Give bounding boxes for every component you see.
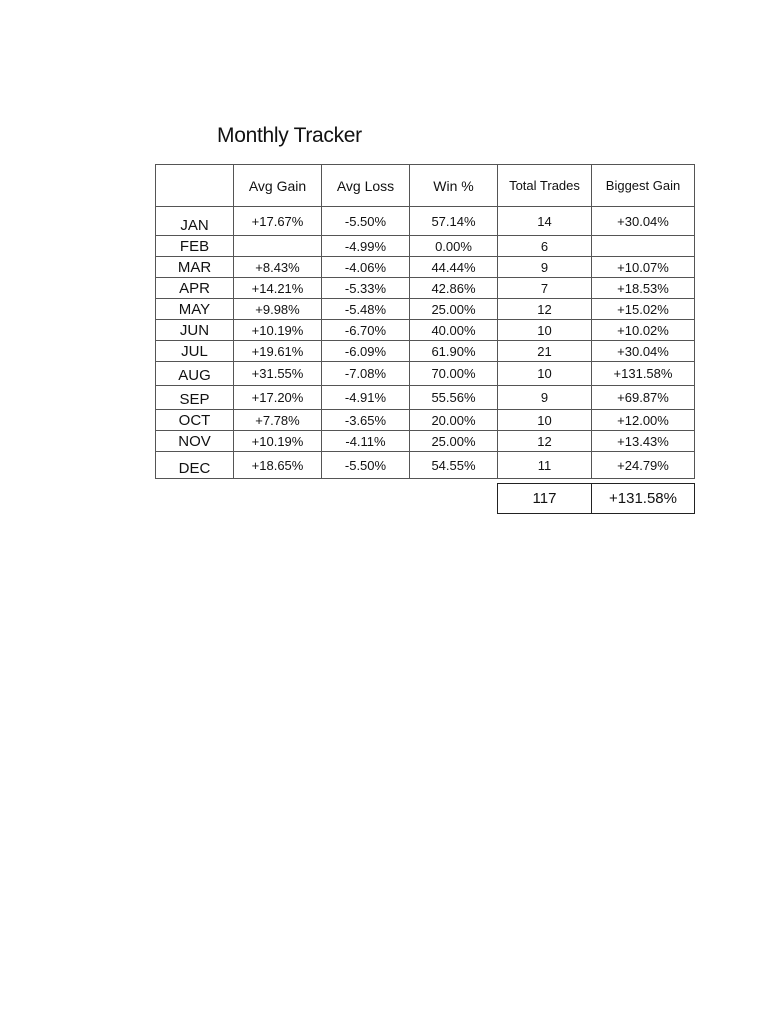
win-pct-cell: 70.00% [410, 362, 498, 386]
biggest-gain-cell: +18.53% [592, 278, 695, 299]
win-pct-cell: 20.00% [410, 410, 498, 431]
biggest-gain-cell: +131.58% [592, 362, 695, 386]
table-row [156, 362, 695, 386]
total-trades-sum: 117 [498, 484, 592, 514]
avg-gain-cell [234, 236, 322, 257]
month-cell: FEB [156, 236, 234, 257]
header-total-trades: Total Trades [498, 165, 592, 207]
month-cell: APR [156, 278, 234, 299]
header-avg-gain: Avg Gain [234, 165, 322, 207]
avg-gain-cell: +18.65% [234, 452, 322, 479]
total-trades-cell: 12 [498, 431, 592, 452]
header-row [156, 165, 695, 207]
win-pct-cell: 61.90% [410, 341, 498, 362]
header-month [156, 165, 234, 207]
table-row [156, 207, 695, 236]
month-cell: MAR [156, 257, 234, 278]
biggest-gain-cell [592, 236, 695, 257]
avg-loss-cell: -6.70% [322, 320, 410, 341]
win-pct-cell: 44.44% [410, 257, 498, 278]
biggest-gain-cell: +24.79% [592, 452, 695, 479]
biggest-gain-cell: +15.02% [592, 299, 695, 320]
header-win-pct: Win % [410, 165, 498, 207]
avg-gain-cell: +9.98% [234, 299, 322, 320]
avg-gain-cell: +17.20% [234, 386, 322, 410]
avg-loss-cell: -5.33% [322, 278, 410, 299]
biggest-gain-max: +131.58% [592, 484, 695, 514]
totals-row [498, 484, 695, 514]
table-row [156, 257, 695, 278]
total-trades-cell: 11 [498, 452, 592, 479]
avg-loss-cell: -3.65% [322, 410, 410, 431]
avg-loss-cell: -4.99% [322, 236, 410, 257]
month-cell: SEP [156, 386, 234, 410]
table-row [156, 341, 695, 362]
total-trades-cell: 9 [498, 257, 592, 278]
win-pct-cell: 25.00% [410, 299, 498, 320]
biggest-gain-cell: +10.07% [592, 257, 695, 278]
avg-gain-cell: +19.61% [234, 341, 322, 362]
avg-gain-cell: +7.78% [234, 410, 322, 431]
header-avg-loss: Avg Loss [322, 165, 410, 207]
biggest-gain-cell: +69.87% [592, 386, 695, 410]
biggest-gain-cell: +30.04% [592, 207, 695, 236]
win-pct-cell: 42.86% [410, 278, 498, 299]
total-trades-cell: 10 [498, 362, 592, 386]
month-cell: DEC [156, 452, 234, 479]
avg-loss-cell: -4.06% [322, 257, 410, 278]
month-cell: NOV [156, 431, 234, 452]
biggest-gain-cell: +10.02% [592, 320, 695, 341]
table-row [156, 299, 695, 320]
month-cell: JUL [156, 341, 234, 362]
avg-gain-cell: +14.21% [234, 278, 322, 299]
win-pct-cell: 40.00% [410, 320, 498, 341]
avg-loss-cell: -5.50% [322, 207, 410, 236]
month-cell: OCT [156, 410, 234, 431]
biggest-gain-cell: +12.00% [592, 410, 695, 431]
avg-loss-cell: -5.48% [322, 299, 410, 320]
total-trades-cell: 9 [498, 386, 592, 410]
month-cell: MAY [156, 299, 234, 320]
month-cell: AUG [156, 362, 234, 386]
total-trades-cell: 21 [498, 341, 592, 362]
total-trades-cell: 10 [498, 410, 592, 431]
win-pct-cell: 57.14% [410, 207, 498, 236]
avg-gain-cell: +17.67% [234, 207, 322, 236]
avg-gain-cell: +10.19% [234, 431, 322, 452]
table-row [156, 320, 695, 341]
biggest-gain-cell: +13.43% [592, 431, 695, 452]
total-trades-cell: 10 [498, 320, 592, 341]
win-pct-cell: 55.56% [410, 386, 498, 410]
avg-loss-cell: -6.09% [322, 341, 410, 362]
header-biggest-gain: Biggest Gain [592, 165, 695, 207]
total-trades-cell: 12 [498, 299, 592, 320]
table-row [156, 236, 695, 257]
avg-loss-cell: -4.11% [322, 431, 410, 452]
total-trades-cell: 14 [498, 207, 592, 236]
avg-loss-cell: -4.91% [322, 386, 410, 410]
biggest-gain-cell: +30.04% [592, 341, 695, 362]
page-title: Monthly Tracker [217, 124, 362, 147]
table-row [156, 386, 695, 410]
table-row [156, 410, 695, 431]
avg-gain-cell: +10.19% [234, 320, 322, 341]
month-cell: JUN [156, 320, 234, 341]
monthly-tracker-table [155, 164, 695, 479]
table-row [156, 431, 695, 452]
table-row [156, 452, 695, 479]
avg-loss-cell: -7.08% [322, 362, 410, 386]
total-trades-cell: 6 [498, 236, 592, 257]
total-trades-cell: 7 [498, 278, 592, 299]
table-row [156, 278, 695, 299]
month-cell: JAN [156, 207, 234, 236]
win-pct-cell: 0.00% [410, 236, 498, 257]
avg-loss-cell: -5.50% [322, 452, 410, 479]
avg-gain-cell: +8.43% [234, 257, 322, 278]
win-pct-cell: 25.00% [410, 431, 498, 452]
win-pct-cell: 54.55% [410, 452, 498, 479]
totals-table [497, 483, 695, 514]
avg-gain-cell: +31.55% [234, 362, 322, 386]
